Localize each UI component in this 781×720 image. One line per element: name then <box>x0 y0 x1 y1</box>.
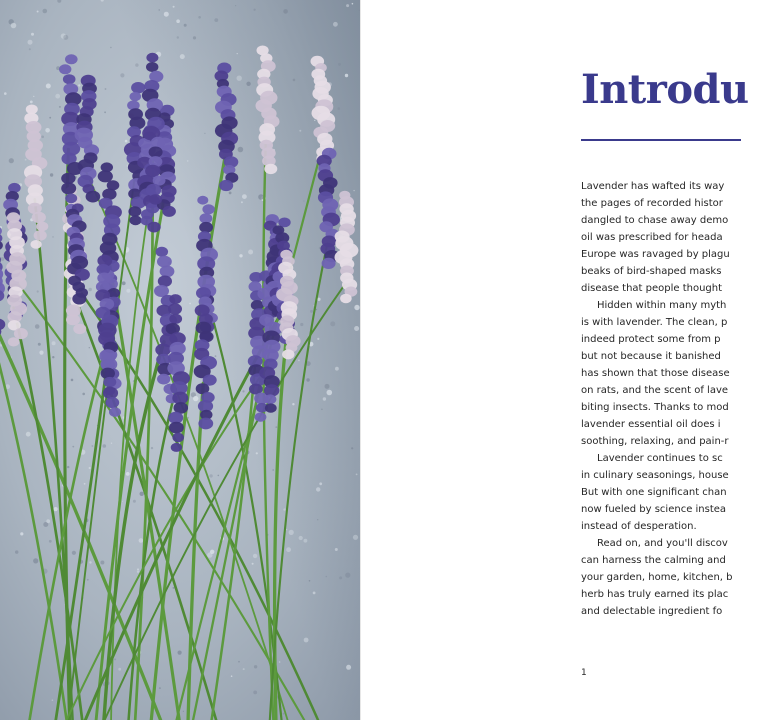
lavender-floret <box>61 173 75 184</box>
stone-speckle <box>52 236 54 238</box>
page-number: 1 <box>581 668 587 678</box>
lavender-floret <box>8 337 20 346</box>
stone-speckle <box>316 487 320 491</box>
text-line: lavender essential oil does i <box>581 419 721 430</box>
stone-speckle <box>89 288 92 291</box>
stone-speckle <box>46 519 50 523</box>
lavender-floret <box>30 240 41 249</box>
lavender-floret <box>146 62 158 72</box>
stone-speckle <box>258 194 264 200</box>
stone-speckle <box>126 472 130 476</box>
stone-speckle <box>283 9 288 14</box>
stone-speckle <box>54 507 58 511</box>
lavender-floret <box>129 215 141 225</box>
text-line: biting insects. Thanks to mod <box>581 402 729 413</box>
lavender-floret <box>73 324 86 334</box>
stone-speckle <box>25 159 27 161</box>
stone-speckle <box>243 668 245 670</box>
stone-speckle <box>239 254 242 257</box>
stone-speckle <box>272 469 274 471</box>
lavender-floret <box>171 443 182 452</box>
lavender-floret <box>61 182 76 194</box>
stone-speckle <box>52 356 54 358</box>
stone-speckle <box>41 136 44 139</box>
stone-speckle <box>303 200 304 201</box>
stone-speckle <box>298 360 300 362</box>
lavender-floret <box>264 394 276 404</box>
text-line: has shown that those disease <box>581 368 730 379</box>
stone-speckle <box>256 452 258 454</box>
lavender-floret <box>151 137 166 149</box>
stone-speckle <box>345 74 348 77</box>
lavender-floret <box>157 256 172 268</box>
lavender-floret <box>157 374 170 385</box>
stone-speckle <box>118 668 121 671</box>
stone-speckle <box>354 305 359 310</box>
stone-speckle <box>139 538 144 543</box>
stone-speckle <box>15 550 18 553</box>
lavender-floret <box>130 92 142 101</box>
stone-speckle <box>252 563 254 565</box>
stone-speckle <box>52 341 56 345</box>
stone-speckle <box>114 658 116 660</box>
stone-speckle <box>275 426 277 428</box>
stone-speckle <box>103 444 107 448</box>
stone-speckle <box>210 550 214 554</box>
stone-speckle <box>304 638 309 643</box>
lavender-photo <box>0 0 360 720</box>
stone-speckle <box>37 290 39 292</box>
stone-speckle <box>92 445 94 447</box>
lavender-floret <box>86 191 101 203</box>
stone-speckle <box>33 558 38 563</box>
stone-speckle <box>326 576 328 578</box>
stone-speckle <box>286 547 291 552</box>
stone-speckle <box>283 713 285 715</box>
lavender-floret <box>149 194 162 204</box>
stone-speckle <box>184 24 187 27</box>
lavender-floret <box>160 266 175 278</box>
stone-speckle <box>193 36 196 39</box>
stone-speckle <box>238 661 240 663</box>
stone-speckle <box>338 63 341 66</box>
stone-speckle <box>198 16 201 19</box>
stone-speckle <box>151 447 153 449</box>
lavender-floret <box>202 204 214 214</box>
stone-speckle <box>26 432 31 437</box>
body-text <box>581 178 781 620</box>
text-line: herb has truly earned its plac <box>581 589 729 600</box>
stone-speckle <box>330 321 335 326</box>
lavender-floret <box>63 74 76 84</box>
stone-speckle <box>177 36 179 38</box>
lavender-floret <box>14 328 28 339</box>
stone-speckle <box>173 6 175 8</box>
stone-speckle <box>84 483 86 485</box>
stone-speckle <box>37 11 39 13</box>
text-line: soothing, relaxing, and pain-r <box>581 436 729 447</box>
stone-speckle <box>35 324 40 329</box>
stone-speckle <box>242 390 244 392</box>
lavender-floret <box>128 206 141 216</box>
stone-speckle <box>4 92 7 95</box>
lavender-floret <box>103 377 116 387</box>
stone-speckle <box>1 257 5 261</box>
text-line: is with lavender. The clean, p <box>581 317 728 328</box>
stone-speckle <box>72 446 74 448</box>
lavender-floret <box>149 147 163 158</box>
lavender-floret <box>98 170 113 182</box>
stone-speckle <box>231 675 233 677</box>
stone-speckle <box>321 409 323 411</box>
stone-speckle <box>189 303 191 305</box>
stone-speckle <box>215 355 217 357</box>
lavender-floret <box>169 294 181 304</box>
stone-speckle <box>253 691 257 695</box>
stone-speckle <box>346 665 351 670</box>
stone-speckle <box>125 140 128 143</box>
lavender-floret <box>104 386 115 395</box>
stone-speckle <box>333 22 338 27</box>
stone-speckle <box>354 326 359 331</box>
stone-speckle <box>353 190 354 191</box>
stone-speckle <box>122 501 123 502</box>
text-line: and delectable ingredient fo <box>581 606 723 617</box>
lavender-floret <box>145 165 160 177</box>
lavender-floret <box>147 222 160 233</box>
stone-speckle <box>20 532 23 535</box>
stone-speckle <box>293 79 296 82</box>
text-line: but not because it banished <box>581 351 721 362</box>
stone-speckle <box>183 711 184 712</box>
text-page <box>361 0 749 720</box>
stone-speckle <box>339 576 342 579</box>
title-underline <box>581 139 741 141</box>
stone-speckle <box>180 54 185 59</box>
lavender-floret <box>146 53 158 63</box>
stone-speckle <box>49 540 52 543</box>
text-line: indeed protect some from p <box>581 334 721 345</box>
stone-speckle <box>325 384 330 389</box>
stone-speckle <box>323 397 326 400</box>
stone-speckle <box>319 482 322 485</box>
stone-speckle <box>38 343 41 346</box>
lavender-floret <box>198 418 213 430</box>
lavender-floret <box>65 54 78 64</box>
stone-speckle <box>137 568 139 570</box>
stone-speckle <box>209 474 212 477</box>
lavender-floret <box>72 293 86 304</box>
stone-speckle <box>238 147 244 153</box>
lavender-floret <box>282 349 294 359</box>
stone-speckle <box>89 467 91 469</box>
text-line: in culinary seasonings, house <box>581 470 729 481</box>
stone-speckle <box>63 35 68 40</box>
stone-speckle <box>300 323 303 326</box>
lavender-floret <box>169 422 184 434</box>
stone-speckle <box>214 18 218 22</box>
text-line: Lavender has wafted its way <box>581 181 725 192</box>
lavender-floret <box>65 194 77 204</box>
lavender-floret <box>340 294 352 303</box>
stone-speckle <box>338 107 341 110</box>
stone-speckle <box>159 9 160 10</box>
lavender-floret <box>255 412 267 421</box>
text-line: now fueled by science instea <box>581 504 727 515</box>
stone-speckle <box>310 310 313 313</box>
stone-speckle <box>286 529 287 530</box>
stone-speckle <box>133 500 136 503</box>
stone-speckle <box>353 535 358 540</box>
stone-speckle <box>78 84 80 86</box>
stone-speckle <box>254 665 257 668</box>
stone-speckle <box>335 548 338 551</box>
lavender-floret <box>197 196 208 205</box>
stone-speckle <box>104 111 106 113</box>
text-line: Europe was ravaged by plagu <box>581 249 730 260</box>
stone-speckle <box>45 128 50 133</box>
stone-speckle <box>229 192 232 195</box>
stone-speckle <box>82 393 85 396</box>
stone-speckle <box>140 492 144 496</box>
stone-speckle <box>204 133 205 134</box>
lavender-floret <box>199 222 213 233</box>
stone-speckle <box>299 536 303 540</box>
stone-speckle <box>176 19 180 23</box>
lavender-floret <box>322 258 336 269</box>
stone-speckle <box>241 201 243 203</box>
lavender-floret <box>156 247 169 257</box>
stone-speckle <box>356 474 358 476</box>
lavender-floret <box>34 230 47 241</box>
stone-speckle <box>31 33 34 36</box>
text-line: oil was prescribed for heada <box>581 232 723 243</box>
lavender-floret <box>146 184 161 196</box>
text-line: disease that people thought <box>581 283 723 294</box>
stone-speckle <box>137 571 139 573</box>
stone-speckle <box>29 48 31 50</box>
stone-speckle <box>49 117 51 119</box>
stone-speckle <box>122 281 126 285</box>
chapter-title: Introdu <box>581 66 749 113</box>
stone-speckle <box>50 173 53 176</box>
lavender-floret <box>105 397 119 408</box>
lavender-floret <box>172 433 184 442</box>
text-line: But with one significant chan <box>581 487 727 498</box>
stone-speckle <box>304 539 308 543</box>
stone-speckle <box>72 551 76 555</box>
stone-speckle <box>126 289 130 293</box>
stone-speckle <box>11 23 17 29</box>
lavender-floret <box>264 164 277 174</box>
stone-speckle <box>28 40 33 45</box>
text-line: your garden, home, kitchen, b <box>581 572 733 583</box>
stone-speckle <box>105 88 107 90</box>
stone-speckle <box>135 63 138 66</box>
lavender-floret <box>36 222 48 232</box>
stone-speckle <box>242 194 247 199</box>
stone-speckle <box>253 554 257 558</box>
text-line: Hidden within many myth <box>597 300 727 311</box>
lavender-floret <box>265 403 277 412</box>
lavender-floret <box>169 314 182 324</box>
stone-speckle <box>316 309 317 310</box>
stone-speckle <box>309 580 311 582</box>
stone-speckle <box>317 519 318 520</box>
stone-speckle <box>33 96 34 97</box>
stone-speckle <box>246 82 250 86</box>
stone-speckle <box>346 4 349 7</box>
stone-speckle <box>306 378 309 381</box>
lavender-floret <box>66 314 80 325</box>
stone-speckle <box>9 158 14 163</box>
stone-speckle <box>89 347 90 348</box>
stone-speckle <box>237 76 242 81</box>
lavender-floret <box>219 180 233 191</box>
stone-speckle <box>218 475 220 477</box>
stone-speckle <box>110 47 111 48</box>
stone-speckle <box>283 508 285 510</box>
stone-speckle <box>120 73 124 77</box>
stone-speckle <box>39 351 43 355</box>
stone-speckle <box>55 94 60 99</box>
text-line: can harness the calming and <box>581 555 726 566</box>
stone-speckle <box>59 106 61 108</box>
stone-speckle <box>235 5 236 6</box>
stone-speckle <box>299 130 301 132</box>
stone-speckle <box>352 3 354 5</box>
stone-speckle <box>335 367 339 371</box>
stone-speckle <box>89 561 91 563</box>
lavender-floret <box>109 407 121 417</box>
stone-speckle <box>30 101 33 104</box>
text-line: beaks of bird-shaped masks <box>581 266 722 277</box>
text-line: the pages of recorded histor <box>581 198 723 209</box>
text-line: Lavender continues to sc <box>597 453 723 464</box>
stone-speckle <box>100 561 104 565</box>
stone-speckle <box>46 84 51 89</box>
stone-speckle <box>187 160 189 162</box>
text-line: dangled to chase away demo <box>581 215 729 226</box>
stone-speckle <box>317 338 319 340</box>
stone-speckle <box>178 651 182 655</box>
stone-speckle <box>71 379 74 382</box>
stone-speckle <box>111 443 112 444</box>
stone-speckle <box>164 12 169 17</box>
lavender-floret <box>131 82 145 93</box>
stone-speckle <box>314 120 315 121</box>
lavender-floret <box>162 206 176 217</box>
stone-speckle <box>289 530 294 535</box>
stone-speckle <box>159 687 161 689</box>
stone-speckle <box>313 592 316 595</box>
stone-speckle <box>52 699 54 701</box>
lavender-floret <box>59 64 71 74</box>
stone-speckle <box>351 447 353 449</box>
text-line: on rats, and the scent of lave <box>581 385 729 396</box>
lavender-floret <box>32 212 46 223</box>
stone-speckle <box>279 661 281 663</box>
stone-speckle <box>248 250 253 255</box>
text-line: instead of desperation. <box>581 521 697 532</box>
stone-speckle <box>254 9 256 11</box>
stone-speckle <box>67 466 69 468</box>
stone-speckle <box>345 573 350 578</box>
text-line: Read on, and you'll discov <box>597 538 728 549</box>
lavender-floret <box>168 303 182 314</box>
stone-speckle <box>292 403 294 405</box>
stone-speckle <box>237 53 238 54</box>
stone-speckle <box>193 396 198 401</box>
stone-speckle <box>327 390 333 396</box>
stone-speckle <box>87 579 89 581</box>
stone-speckle <box>43 9 48 14</box>
stone-speckle <box>173 587 175 589</box>
